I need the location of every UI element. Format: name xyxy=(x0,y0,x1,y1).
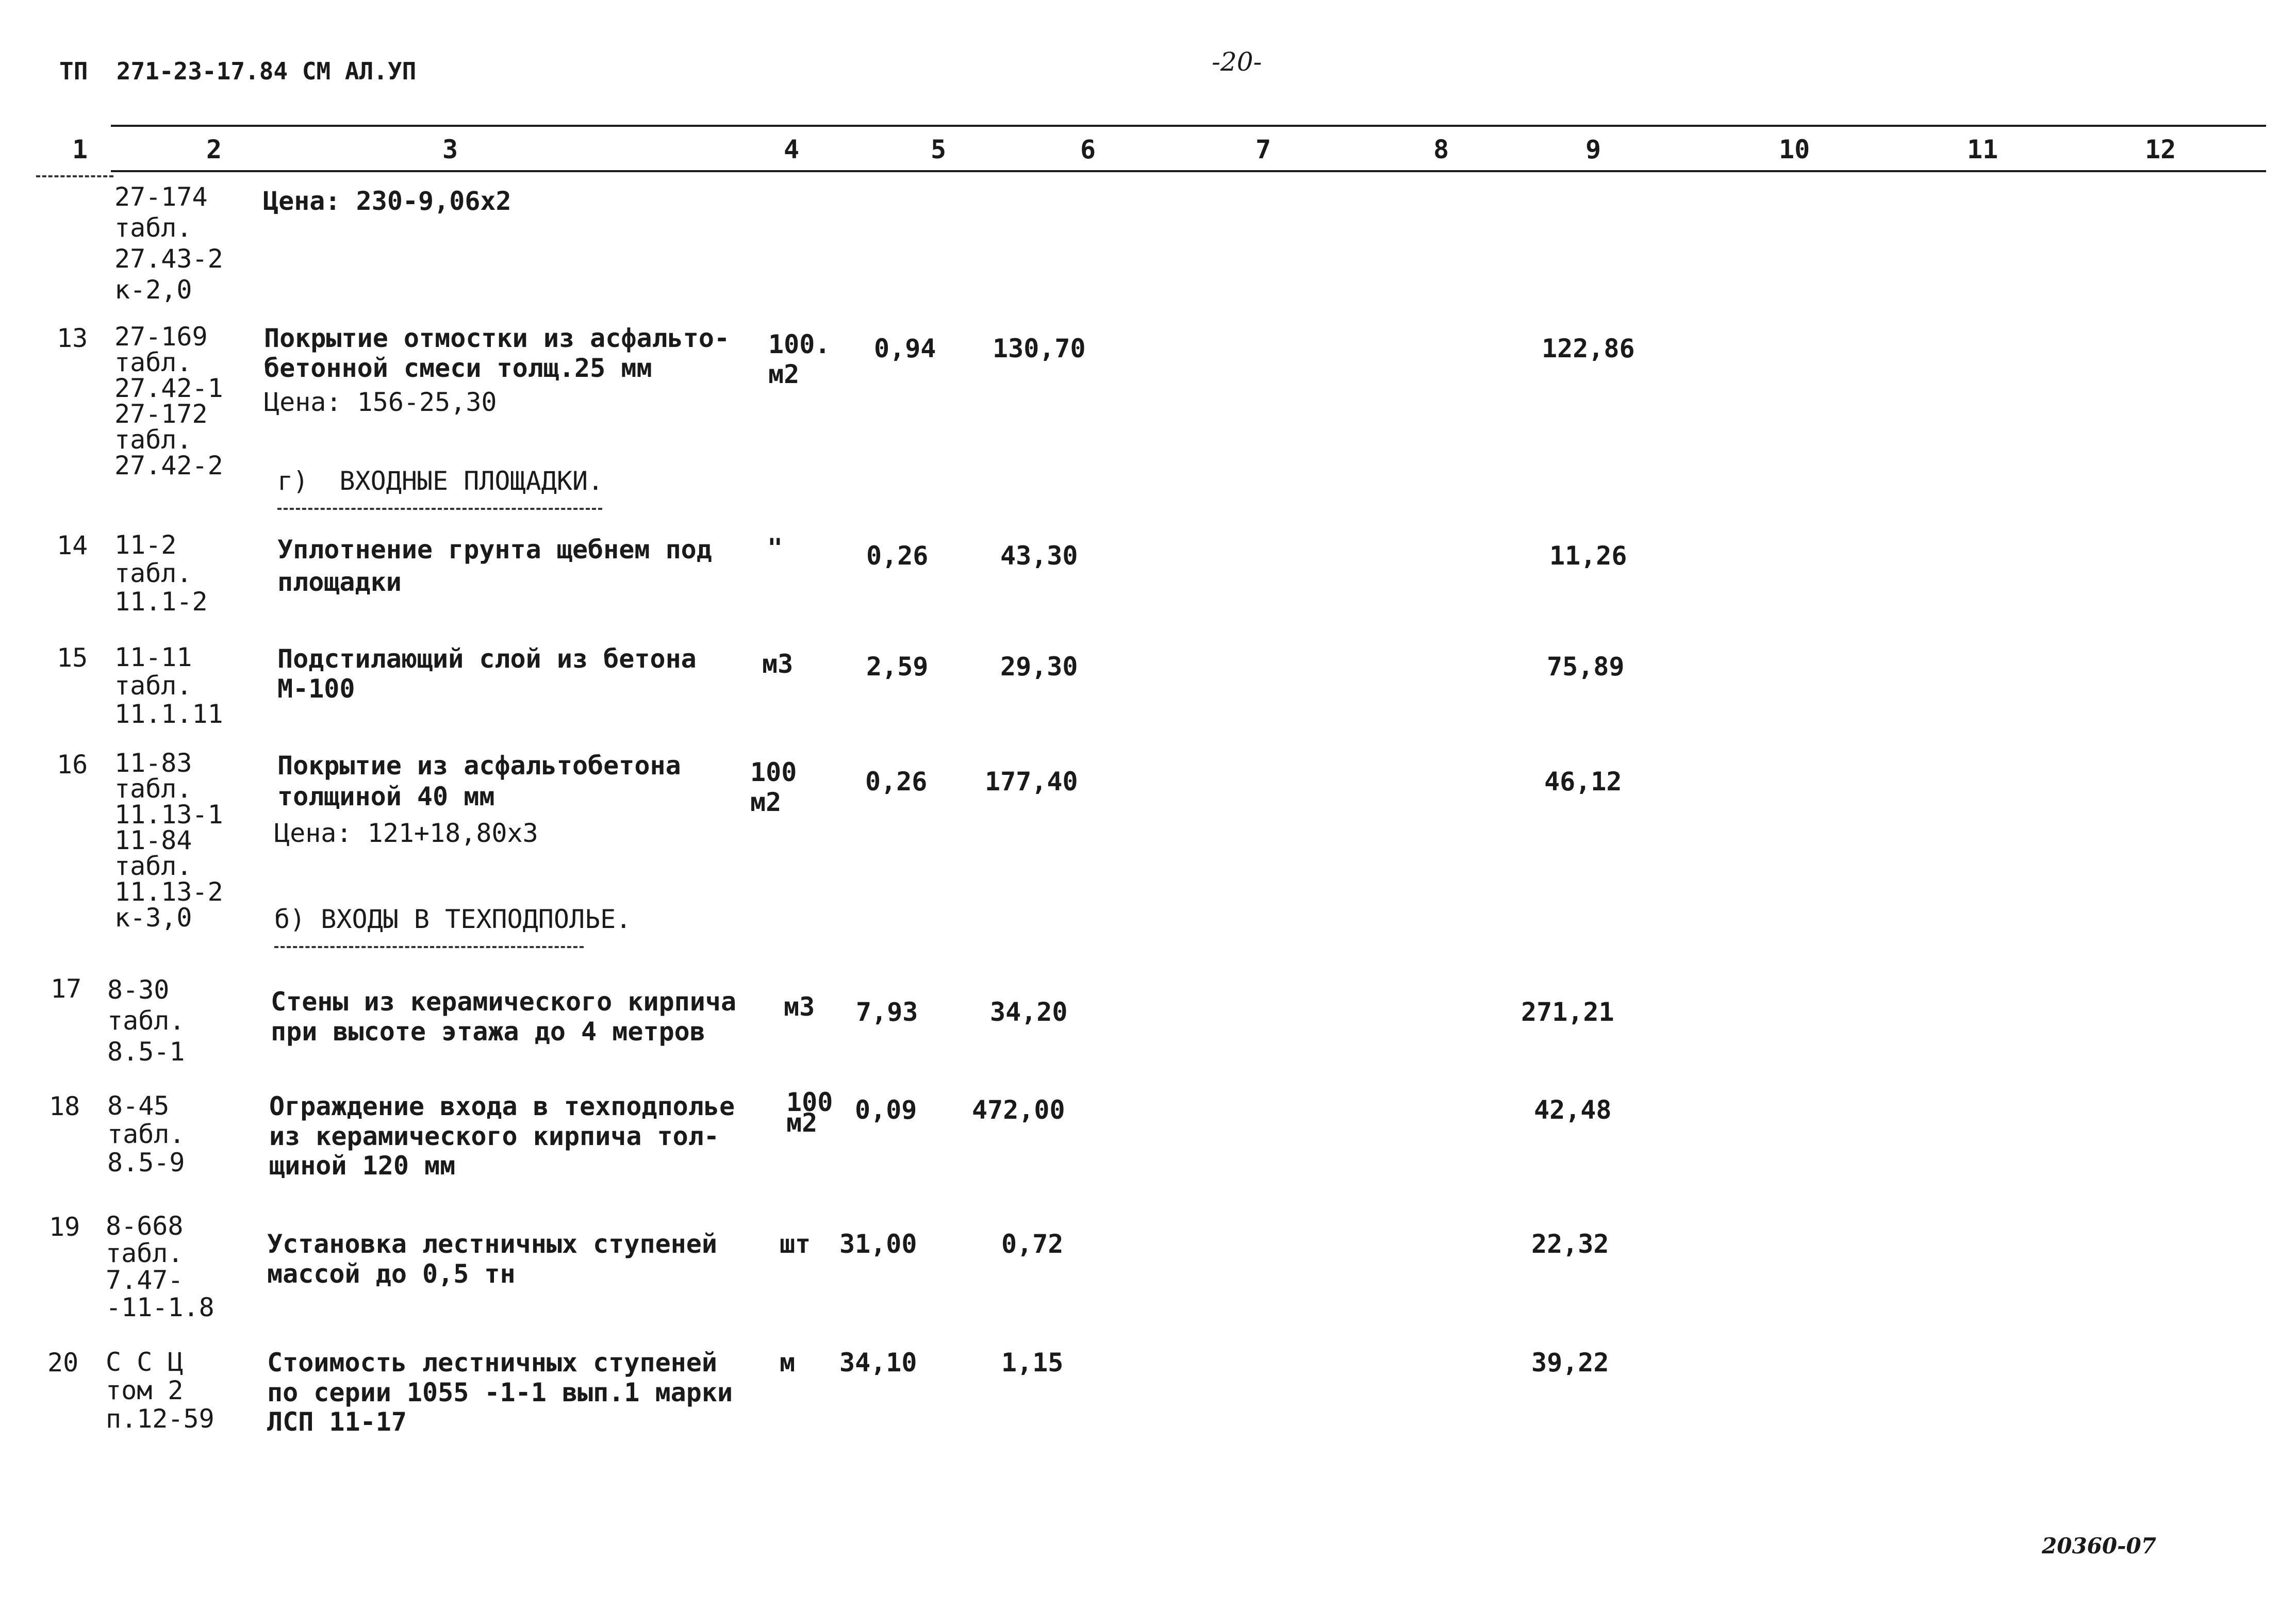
row-unit: 100 м2 xyxy=(750,757,797,817)
row-unit-price: 43,30 xyxy=(1000,541,1078,571)
row-quantity: 2,59 xyxy=(866,652,929,682)
row-price-note: Цена: 156-25,30 xyxy=(264,387,497,417)
header-bottom-rule xyxy=(111,170,2266,172)
col-12: 12 xyxy=(2145,135,2176,164)
row-number: 13 xyxy=(57,323,88,353)
row-total: 22,32 xyxy=(1531,1229,1609,1259)
col-6: 6 xyxy=(1080,135,1096,164)
row-total: 42,48 xyxy=(1534,1095,1612,1125)
row-quantity: 31,00 xyxy=(839,1229,917,1259)
row-unit: м xyxy=(780,1348,796,1378)
col-11: 11 xyxy=(1967,135,1998,164)
row-code: 8-668 табл. 7.47- -11-1.8 xyxy=(106,1211,214,1322)
row-description: Стены из керамического кирпича при высоте этажа до 4 метров xyxy=(271,987,737,1047)
row-quantity: 0,94 xyxy=(874,334,936,363)
col-5: 5 xyxy=(931,135,947,164)
col-2: 2 xyxy=(206,135,222,164)
col-3: 3 xyxy=(442,135,458,164)
col-1: 1 xyxy=(72,135,88,164)
row-unit-price: 177,40 xyxy=(985,767,1078,797)
row-total: 75,89 xyxy=(1547,652,1625,682)
row-unit-price: 130,70 xyxy=(993,334,1086,363)
row-total: 271,21 xyxy=(1521,997,1614,1027)
col-10: 10 xyxy=(1779,135,1810,164)
section-heading-basement-entrances: б) ВХОДЫ В ТЕХПОДПОЛЬЕ. xyxy=(274,904,632,934)
col-9: 9 xyxy=(1585,135,1601,164)
row-number: 19 xyxy=(49,1212,80,1242)
col-4: 4 xyxy=(784,135,800,164)
row-unit: м3 xyxy=(784,992,815,1022)
row-unit: шт xyxy=(780,1229,811,1259)
row-code: 27-174 табл. 27.43-2 к-2,0 xyxy=(114,182,223,305)
row-unit: м3 xyxy=(762,649,794,679)
page-number: -20- xyxy=(1212,47,1262,77)
row-description: Установка лестничных ступеней массой до 0,5 тн xyxy=(267,1229,717,1289)
row-number: 20 xyxy=(47,1348,79,1378)
header-top-rule xyxy=(111,125,2266,127)
row-unit-price: 472,00 xyxy=(972,1095,1065,1125)
row-code: 8-30 табл. 8.5-1 xyxy=(107,975,185,1067)
row-number: 17 xyxy=(51,974,82,1004)
header-left-dash xyxy=(36,175,113,177)
row-unit: " xyxy=(767,533,783,563)
row-code: С С Ц том 2 п.12-59 xyxy=(106,1347,214,1434)
row-number: 16 xyxy=(57,750,88,780)
row-total: 11,26 xyxy=(1549,541,1627,571)
section-underline xyxy=(277,508,602,510)
row-code: 11-11 табл. 11.1.11 xyxy=(114,642,223,729)
row-description: Ограждение входа в техподполье из керамического кирпича тол- щиной 120 мм xyxy=(269,1091,735,1181)
row-price-note: Цена: 121+18,80x3 xyxy=(274,818,538,848)
col-8: 8 xyxy=(1433,135,1449,164)
row-description: Подстилающий слой из бетона М-100 xyxy=(277,644,697,704)
section-heading-entrance-areas: г) ВХОДНЫЕ ПЛОЩАДКИ. xyxy=(277,466,604,496)
row-number: 14 xyxy=(57,531,88,560)
row-quantity: 0,09 xyxy=(855,1095,917,1125)
row-description: Покрытие отмостки из асфальто- бетонной смеси толщ.25 мм xyxy=(264,323,730,383)
row-unit-price: 0,72 xyxy=(1001,1229,1064,1259)
row-code: 27-169 табл. 27.42-1 27-172 табл. 27.42-2 xyxy=(114,322,223,480)
row-code: 8-45 табл. 8.5-9 xyxy=(107,1091,185,1178)
row-description: Уплотнение грунта щебнем под площадки xyxy=(277,535,712,597)
row-number: 18 xyxy=(49,1091,80,1121)
row-unit-price: 1,15 xyxy=(1001,1348,1064,1378)
row-total: 39,22 xyxy=(1531,1348,1609,1378)
row-description: Стоимость лестничных ступеней по серии 1055 -1-1 вып.1 марки ЛСП 11-17 xyxy=(267,1348,733,1437)
row-total: 122,86 xyxy=(1542,334,1635,363)
row-quantity: 0,26 xyxy=(866,541,929,571)
row-unit: 100. м2 xyxy=(768,329,831,389)
archive-stamp: 20360-07 xyxy=(2042,1533,2156,1559)
row-code: 11-2 табл. 11.1-2 xyxy=(114,530,208,617)
row-unit-price: 29,30 xyxy=(1000,652,1078,682)
row-unit: 100 м2 xyxy=(786,1087,833,1138)
row-description: Цена: 230-9,06x2 xyxy=(263,186,511,216)
document-code: ТП 271-23-17.84 СМ АЛ.УП xyxy=(59,57,417,85)
row-description: Покрытие из асфальтобетона толщиной 40 мм xyxy=(277,751,681,811)
section-underline xyxy=(274,946,584,948)
row-code: 11-83 табл. 11.13-1 11-84 табл. 11.13-2 к-3,0 xyxy=(114,748,223,933)
row-number: 15 xyxy=(57,643,88,673)
row-unit-price: 34,20 xyxy=(990,997,1068,1027)
row-quantity: 34,10 xyxy=(839,1348,917,1378)
row-total: 46,12 xyxy=(1544,767,1622,797)
col-7: 7 xyxy=(1256,135,1271,164)
row-quantity: 0,26 xyxy=(865,767,928,797)
row-quantity: 7,93 xyxy=(856,997,918,1027)
